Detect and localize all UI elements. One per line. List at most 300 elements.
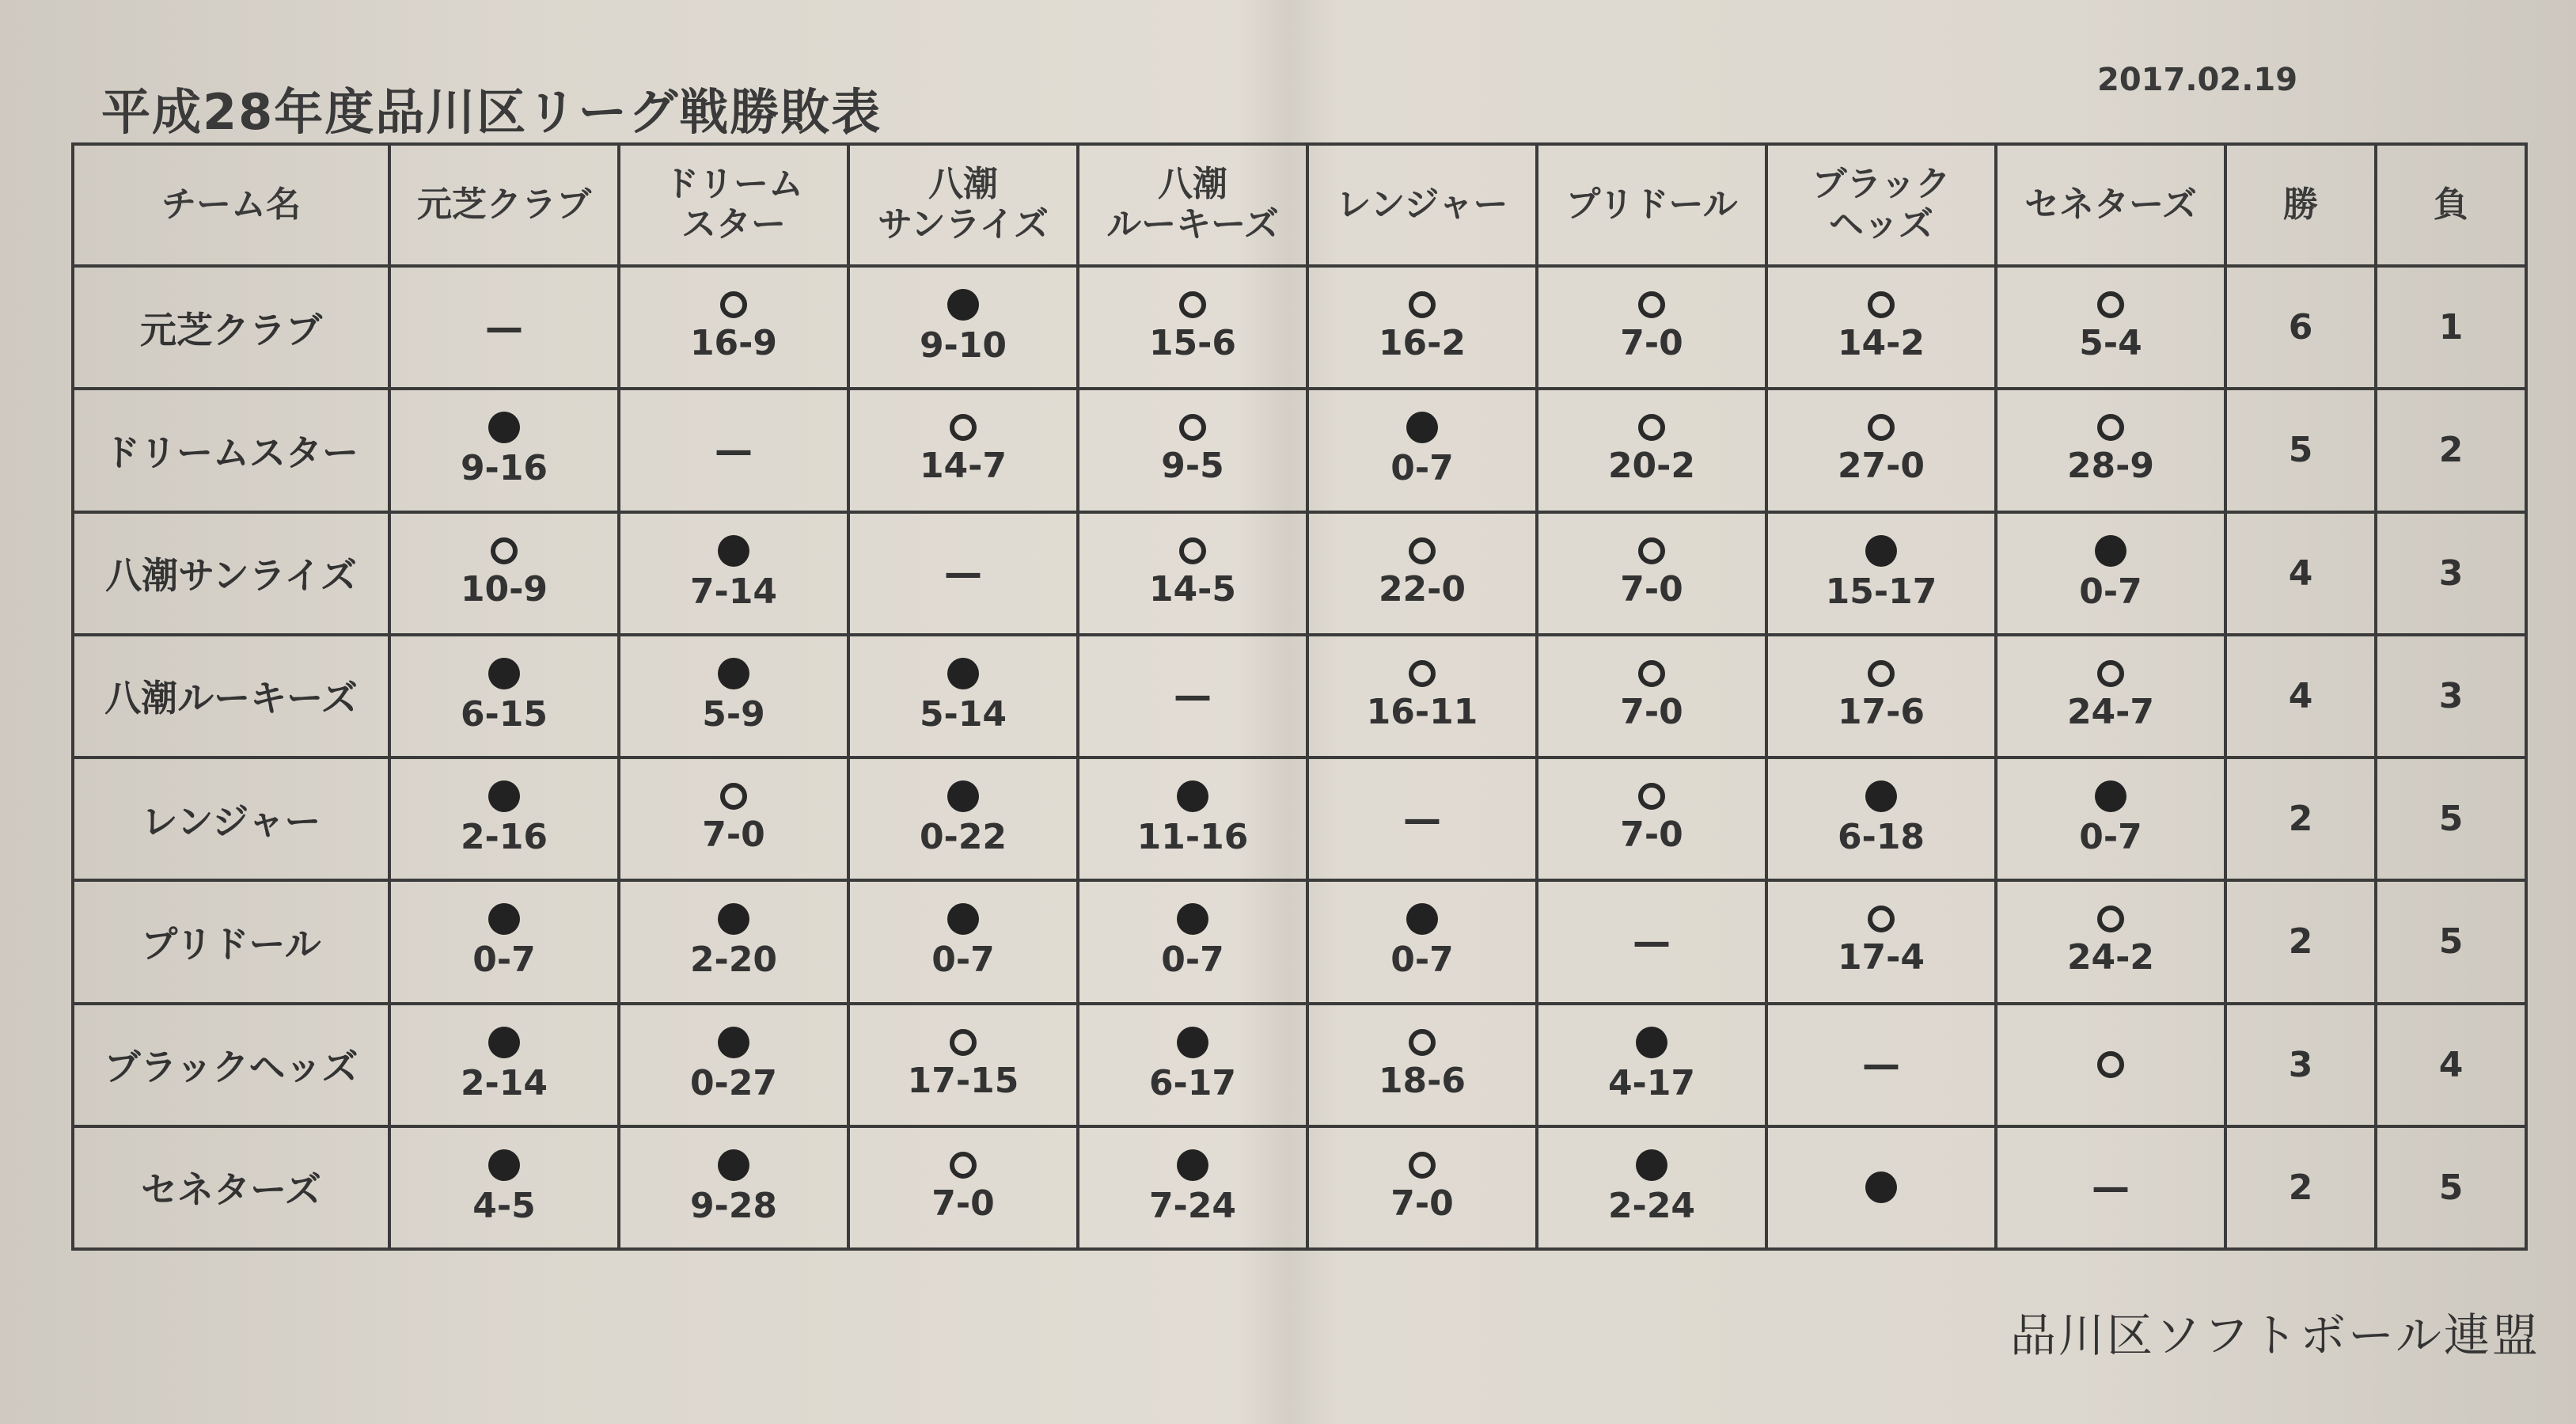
header-col bbox=[1996, 144, 2225, 266]
loss-dot-icon bbox=[2095, 535, 2126, 567]
wins-count: 6 bbox=[2225, 266, 2376, 389]
match-score: 15-6 bbox=[1148, 323, 1237, 364]
result-cell bbox=[848, 1126, 1078, 1249]
result-cell-content bbox=[1309, 268, 1535, 387]
result-cell bbox=[1766, 512, 1996, 635]
loss-dot-icon bbox=[1865, 780, 1897, 812]
result-cell-content bbox=[1079, 759, 1306, 879]
result-cell-content bbox=[391, 1005, 617, 1125]
match-score: 10-9 bbox=[460, 568, 548, 609]
loss-dot-icon bbox=[1177, 780, 1208, 812]
row-team-name: ブラックヘッズ bbox=[73, 1004, 389, 1126]
match-score: 9-16 bbox=[460, 448, 548, 489]
row-team-name: セネターズ bbox=[73, 1126, 389, 1249]
result-cell-content bbox=[850, 390, 1076, 510]
table-row bbox=[73, 880, 2526, 1003]
match-score: 5-14 bbox=[919, 693, 1007, 735]
result-cell bbox=[1537, 635, 1766, 758]
wins-count: 5 bbox=[2225, 389, 2376, 511]
win-circle-icon bbox=[720, 291, 747, 318]
result-cell bbox=[1307, 1004, 1537, 1126]
match-score: 4-5 bbox=[472, 1185, 536, 1226]
result-cell-content bbox=[1538, 1005, 1765, 1125]
loss-dot-icon bbox=[947, 658, 979, 689]
match-score: 7-0 bbox=[702, 815, 765, 856]
losses-count: 4 bbox=[2376, 1004, 2526, 1126]
wins-count: 2 bbox=[2225, 758, 2376, 880]
result-cell bbox=[389, 1126, 619, 1249]
result-cell-content bbox=[1538, 1128, 1765, 1247]
match-score: 7-14 bbox=[689, 571, 778, 612]
match-score: 7-0 bbox=[931, 1183, 995, 1224]
table-row bbox=[73, 635, 2526, 758]
match-score: 0-7 bbox=[2079, 817, 2142, 858]
match-score: 17-4 bbox=[1837, 937, 1925, 978]
loss-dot-icon bbox=[947, 289, 979, 321]
loss-dot-icon bbox=[1636, 1027, 1667, 1058]
header-line: ブラック bbox=[1812, 164, 1951, 205]
result-cell-content bbox=[391, 390, 617, 510]
win-circle-icon bbox=[1409, 1152, 1436, 1179]
header-line: レンジャー bbox=[1336, 184, 1508, 225]
result-cell-content bbox=[850, 636, 1076, 756]
result-cell-content bbox=[1079, 882, 1306, 1001]
match-score: 0-22 bbox=[919, 817, 1007, 858]
losses-count: 5 bbox=[2376, 758, 2526, 880]
result-cell bbox=[1537, 1004, 1766, 1126]
match-score: 6-18 bbox=[1837, 817, 1925, 858]
wins-count: 4 bbox=[2225, 635, 2376, 758]
loss-dot-icon bbox=[1406, 903, 1438, 935]
footer-organization: 品川区ソフトボール連盟 bbox=[2010, 1308, 2540, 1362]
result-cell bbox=[619, 880, 848, 1003]
table-row bbox=[73, 758, 2526, 880]
loss-dot-icon bbox=[488, 412, 520, 443]
result-cell bbox=[848, 1004, 1078, 1126]
match-score: 14-2 bbox=[1837, 323, 1925, 364]
match-score: 24-7 bbox=[2066, 691, 2155, 732]
result-cell-content bbox=[1538, 882, 1765, 1001]
header-line: ヘッズ bbox=[1829, 204, 1933, 245]
result-cell bbox=[1307, 635, 1537, 758]
result-cell bbox=[1537, 880, 1766, 1003]
result-cell-content bbox=[1768, 1128, 1994, 1247]
match-score: 0-7 bbox=[1161, 940, 1224, 981]
result-cell-content bbox=[1309, 1128, 1535, 1247]
match-score: 7-0 bbox=[1620, 568, 1683, 609]
result-cell bbox=[1307, 880, 1537, 1003]
loss-dot-icon bbox=[718, 1027, 749, 1058]
result-cell-content bbox=[620, 759, 847, 879]
match-score: 2-24 bbox=[1607, 1185, 1696, 1226]
losses-count: 3 bbox=[2376, 512, 2526, 635]
result-cell bbox=[1766, 389, 1996, 511]
loss-dot-icon bbox=[1177, 903, 1208, 935]
losses-count: 2 bbox=[2376, 389, 2526, 511]
header-losses: 負 bbox=[2376, 144, 2526, 266]
match-score: 14-7 bbox=[919, 446, 1007, 487]
result-cell-content bbox=[1079, 1128, 1306, 1247]
match-score: 18-6 bbox=[1378, 1060, 1466, 1101]
result-cell-content bbox=[850, 268, 1076, 387]
loss-dot-icon bbox=[1865, 535, 1897, 567]
result-cell-content bbox=[1079, 514, 1306, 633]
self-match-dash: — bbox=[944, 551, 982, 596]
result-cell-content bbox=[391, 514, 617, 633]
result-cell bbox=[1537, 1126, 1766, 1249]
win-circle-icon bbox=[1179, 537, 1206, 564]
header-row bbox=[73, 144, 2526, 266]
result-cell-content bbox=[1079, 268, 1306, 387]
match-score: 15-17 bbox=[1825, 571, 1937, 612]
wins-count: 2 bbox=[2225, 1126, 2376, 1249]
result-cell bbox=[848, 266, 1078, 389]
result-cell bbox=[389, 512, 619, 635]
result-cell bbox=[1996, 880, 2225, 1003]
result-cell-content bbox=[1309, 514, 1535, 633]
table-row bbox=[73, 1004, 2526, 1126]
result-cell-content bbox=[1768, 759, 1994, 879]
result-cell bbox=[389, 635, 619, 758]
wins-count: 4 bbox=[2225, 512, 2376, 635]
match-score: 17-15 bbox=[907, 1060, 1019, 1101]
result-cell bbox=[1078, 512, 1307, 635]
win-circle-icon bbox=[1409, 660, 1436, 687]
result-cell-content bbox=[1768, 268, 1994, 387]
header-line: サンライズ bbox=[877, 204, 1049, 245]
match-score: 2-16 bbox=[460, 817, 548, 858]
result-cell bbox=[1307, 1126, 1537, 1249]
wins-count: 2 bbox=[2225, 880, 2376, 1003]
win-circle-icon bbox=[950, 414, 977, 441]
result-cell bbox=[1078, 1004, 1307, 1126]
result-cell bbox=[1537, 389, 1766, 511]
row-team-name: 八潮ルーキーズ bbox=[73, 635, 389, 758]
loss-dot-icon bbox=[488, 780, 520, 812]
result-cell-content bbox=[620, 882, 847, 1001]
result-cell-content bbox=[1079, 1005, 1306, 1125]
result-cell-content bbox=[1309, 759, 1535, 879]
self-match-dash: — bbox=[1862, 1042, 1900, 1088]
header-line: ドリーム bbox=[664, 164, 803, 205]
result-cell bbox=[1078, 1126, 1307, 1249]
header-col bbox=[389, 144, 619, 266]
match-score: 4-17 bbox=[1607, 1062, 1696, 1103]
result-cell bbox=[1307, 389, 1537, 511]
result-cell-content bbox=[620, 636, 847, 756]
result-cell-content bbox=[1997, 1005, 2224, 1125]
loss-dot-icon bbox=[488, 903, 520, 935]
result-cell bbox=[1078, 880, 1307, 1003]
win-circle-icon bbox=[2097, 414, 2124, 441]
match-score: 0-7 bbox=[472, 940, 536, 981]
result-cell-content bbox=[391, 1128, 617, 1247]
result-cell-content bbox=[1768, 390, 1994, 510]
match-score: 6-17 bbox=[1148, 1062, 1237, 1103]
win-circle-icon bbox=[491, 537, 518, 564]
result-cell bbox=[1766, 266, 1996, 389]
row-team-name: プリドール bbox=[73, 880, 389, 1003]
result-cell bbox=[619, 1126, 848, 1249]
result-cell-content bbox=[391, 636, 617, 756]
match-score: 9-10 bbox=[919, 325, 1007, 366]
self-match-dash: — bbox=[1403, 796, 1441, 841]
losses-count: 5 bbox=[2376, 880, 2526, 1003]
win-circle-icon bbox=[1638, 291, 1665, 318]
loss-dot-icon bbox=[718, 1149, 749, 1181]
table-row bbox=[73, 266, 2526, 389]
result-cell-content bbox=[620, 268, 847, 387]
loss-dot-icon bbox=[718, 535, 749, 567]
loss-dot-icon bbox=[1406, 412, 1438, 443]
win-circle-icon bbox=[950, 1152, 977, 1179]
win-circle-icon bbox=[1868, 660, 1895, 687]
loss-dot-icon bbox=[488, 1027, 520, 1058]
header-line: ルーキーズ bbox=[1106, 204, 1279, 245]
win-circle-icon bbox=[1638, 660, 1665, 687]
result-cell-content bbox=[1538, 268, 1765, 387]
result-cell bbox=[619, 758, 848, 880]
result-cell-content bbox=[620, 1005, 847, 1125]
match-score: 0-7 bbox=[931, 940, 995, 981]
result-cell-content bbox=[850, 1128, 1076, 1247]
loss-dot-icon bbox=[718, 903, 749, 935]
result-cell bbox=[1996, 1004, 2225, 1126]
result-cell bbox=[1766, 635, 1996, 758]
loss-dot-icon bbox=[488, 658, 520, 689]
result-cell-content bbox=[620, 390, 847, 510]
losses-count: 1 bbox=[2376, 266, 2526, 389]
result-cell bbox=[1078, 266, 1307, 389]
result-cell bbox=[619, 266, 848, 389]
result-cell-content bbox=[1768, 882, 1994, 1001]
row-team-name: ドリームスター bbox=[73, 389, 389, 511]
match-score: 7-24 bbox=[1148, 1185, 1237, 1226]
loss-dot-icon bbox=[947, 780, 979, 812]
result-cell-content bbox=[1997, 390, 2224, 510]
result-cell-content bbox=[391, 882, 617, 1001]
result-cell-content bbox=[1538, 759, 1765, 879]
loss-dot-icon bbox=[947, 903, 979, 935]
match-score: 6-15 bbox=[460, 693, 548, 735]
result-cell bbox=[1996, 266, 2225, 389]
standings-body bbox=[73, 266, 2526, 1249]
match-score: 11-16 bbox=[1136, 817, 1249, 858]
result-cell bbox=[848, 389, 1078, 511]
match-score: 0-27 bbox=[689, 1062, 778, 1103]
win-circle-icon bbox=[1868, 414, 1895, 441]
match-score: 16-9 bbox=[689, 323, 778, 364]
header-line: プリドール bbox=[1565, 184, 1738, 225]
result-cell-content bbox=[850, 514, 1076, 633]
header-col bbox=[848, 144, 1078, 266]
result-cell bbox=[1307, 758, 1537, 880]
result-cell bbox=[848, 758, 1078, 880]
result-cell bbox=[619, 512, 848, 635]
table-row bbox=[73, 512, 2526, 635]
match-score: 27-0 bbox=[1837, 446, 1925, 487]
result-cell-content bbox=[1768, 514, 1994, 633]
win-circle-icon bbox=[2097, 1051, 2124, 1078]
win-circle-icon bbox=[2097, 660, 2124, 687]
result-cell bbox=[389, 758, 619, 880]
result-cell-content bbox=[1997, 514, 2224, 633]
header-line: 元芝クラブ bbox=[417, 184, 591, 225]
loss-dot-icon bbox=[718, 658, 749, 689]
loss-dot-icon bbox=[1636, 1149, 1667, 1181]
result-cell bbox=[1537, 758, 1766, 880]
win-circle-icon bbox=[950, 1029, 977, 1056]
result-cell-content bbox=[850, 882, 1076, 1001]
result-cell-content bbox=[850, 759, 1076, 879]
wins-count: 3 bbox=[2225, 1004, 2376, 1126]
self-match-dash: — bbox=[715, 427, 753, 473]
match-score: 16-2 bbox=[1378, 323, 1466, 364]
row-team-name: 八潮サンライズ bbox=[73, 512, 389, 635]
win-circle-icon bbox=[1409, 537, 1436, 564]
self-match-dash: — bbox=[2092, 1165, 2130, 1210]
win-circle-icon bbox=[2097, 291, 2124, 318]
win-circle-icon bbox=[1638, 414, 1665, 441]
loss-dot-icon bbox=[1177, 1027, 1208, 1058]
self-match-dash: — bbox=[1633, 919, 1671, 964]
result-cell bbox=[1537, 266, 1766, 389]
page-title: 平成28年度品川区リーグ戦勝敗表 bbox=[101, 83, 882, 141]
result-cell bbox=[1766, 758, 1996, 880]
result-cell bbox=[1307, 266, 1537, 389]
date-label: 2017.02.19 bbox=[2097, 62, 2298, 98]
header-col bbox=[1078, 144, 1307, 266]
result-cell bbox=[1996, 758, 2225, 880]
result-cell-content bbox=[1538, 636, 1765, 756]
result-cell-content bbox=[1079, 636, 1306, 756]
result-cell bbox=[1766, 1004, 1996, 1126]
header-line: スター bbox=[681, 204, 786, 245]
table-row bbox=[73, 1126, 2526, 1249]
result-cell-content bbox=[1309, 390, 1535, 510]
result-cell-content bbox=[620, 1128, 847, 1247]
win-circle-icon bbox=[1638, 783, 1665, 810]
header-line: 八潮 bbox=[1158, 164, 1227, 205]
result-cell bbox=[619, 389, 848, 511]
result-cell bbox=[1766, 880, 1996, 1003]
header-col bbox=[1537, 144, 1766, 266]
result-cell-content bbox=[1079, 390, 1306, 510]
result-cell-content bbox=[1309, 636, 1535, 756]
match-score: 14-5 bbox=[1148, 568, 1237, 609]
result-cell-content bbox=[391, 759, 617, 879]
match-score: 24-2 bbox=[2066, 937, 2155, 978]
self-match-dash: — bbox=[1174, 674, 1212, 719]
win-circle-icon bbox=[1179, 414, 1206, 441]
match-score: 20-2 bbox=[1607, 446, 1696, 487]
result-cell-content bbox=[620, 514, 847, 633]
match-score: 9-5 bbox=[1161, 446, 1224, 487]
win-circle-icon bbox=[720, 783, 747, 810]
match-score: 17-6 bbox=[1837, 691, 1925, 732]
match-score: 0-7 bbox=[2079, 571, 2142, 612]
match-score: 7-0 bbox=[1390, 1183, 1454, 1224]
result-cell bbox=[1537, 512, 1766, 635]
match-score: 2-20 bbox=[689, 940, 778, 981]
result-cell-content bbox=[850, 1005, 1076, 1125]
header-col bbox=[619, 144, 848, 266]
match-score: 0-7 bbox=[1390, 448, 1454, 489]
loss-dot-icon bbox=[1865, 1171, 1897, 1203]
match-score: 16-11 bbox=[1366, 691, 1478, 732]
header-team-name: チーム名 bbox=[73, 144, 389, 266]
header-col bbox=[1307, 144, 1537, 266]
header-line: 八潮 bbox=[928, 164, 998, 205]
result-cell-content bbox=[1997, 1128, 2224, 1247]
win-circle-icon bbox=[1638, 537, 1665, 564]
result-cell-content bbox=[1768, 636, 1994, 756]
result-cell bbox=[1078, 758, 1307, 880]
match-score: 5-9 bbox=[702, 693, 765, 735]
self-match-dash: — bbox=[485, 305, 523, 350]
result-cell-content bbox=[1997, 882, 2224, 1001]
match-score: 2-14 bbox=[460, 1062, 548, 1103]
losses-count: 3 bbox=[2376, 635, 2526, 758]
result-cell bbox=[1996, 635, 2225, 758]
result-cell bbox=[848, 880, 1078, 1003]
result-cell-content bbox=[1997, 759, 2224, 879]
result-cell-content bbox=[1309, 882, 1535, 1001]
standings-table-container bbox=[71, 142, 2509, 1251]
result-cell bbox=[389, 266, 619, 389]
result-cell bbox=[848, 512, 1078, 635]
result-cell-content bbox=[1538, 514, 1765, 633]
result-cell bbox=[1307, 512, 1537, 635]
standings-table bbox=[71, 142, 2528, 1251]
result-cell-content bbox=[1997, 636, 2224, 756]
row-team-name: レンジャー bbox=[73, 758, 389, 880]
match-score: 9-28 bbox=[689, 1185, 778, 1226]
loss-dot-icon bbox=[2095, 780, 2126, 812]
win-circle-icon bbox=[1409, 1029, 1436, 1056]
result-cell-content bbox=[1538, 390, 1765, 510]
result-cell-content bbox=[391, 268, 617, 387]
result-cell bbox=[1078, 389, 1307, 511]
win-circle-icon bbox=[1409, 291, 1436, 318]
win-circle-icon bbox=[2097, 906, 2124, 932]
match-score: 5-4 bbox=[2079, 323, 2142, 364]
loss-dot-icon bbox=[1177, 1149, 1208, 1181]
result-cell bbox=[848, 635, 1078, 758]
result-cell bbox=[1996, 389, 2225, 511]
result-cell bbox=[389, 880, 619, 1003]
match-score: 22-0 bbox=[1378, 568, 1466, 609]
result-cell bbox=[619, 635, 848, 758]
match-score: 7-0 bbox=[1620, 815, 1683, 856]
result-cell bbox=[619, 1004, 848, 1126]
header-wins: 勝 bbox=[2225, 144, 2376, 266]
result-cell-content bbox=[1997, 268, 2224, 387]
header-line: セネターズ bbox=[2024, 184, 2197, 225]
header-col bbox=[1766, 144, 1996, 266]
row-team-name: 元芝クラブ bbox=[73, 266, 389, 389]
win-circle-icon bbox=[1868, 291, 1895, 318]
losses-count: 5 bbox=[2376, 1126, 2526, 1249]
match-score: 0-7 bbox=[1390, 940, 1454, 981]
match-score: 7-0 bbox=[1620, 323, 1683, 364]
result-cell-content bbox=[1309, 1005, 1535, 1125]
win-circle-icon bbox=[1868, 906, 1895, 932]
result-cell bbox=[1078, 635, 1307, 758]
result-cell bbox=[1766, 1126, 1996, 1249]
match-score: 7-0 bbox=[1620, 691, 1683, 732]
result-cell bbox=[1996, 1126, 2225, 1249]
